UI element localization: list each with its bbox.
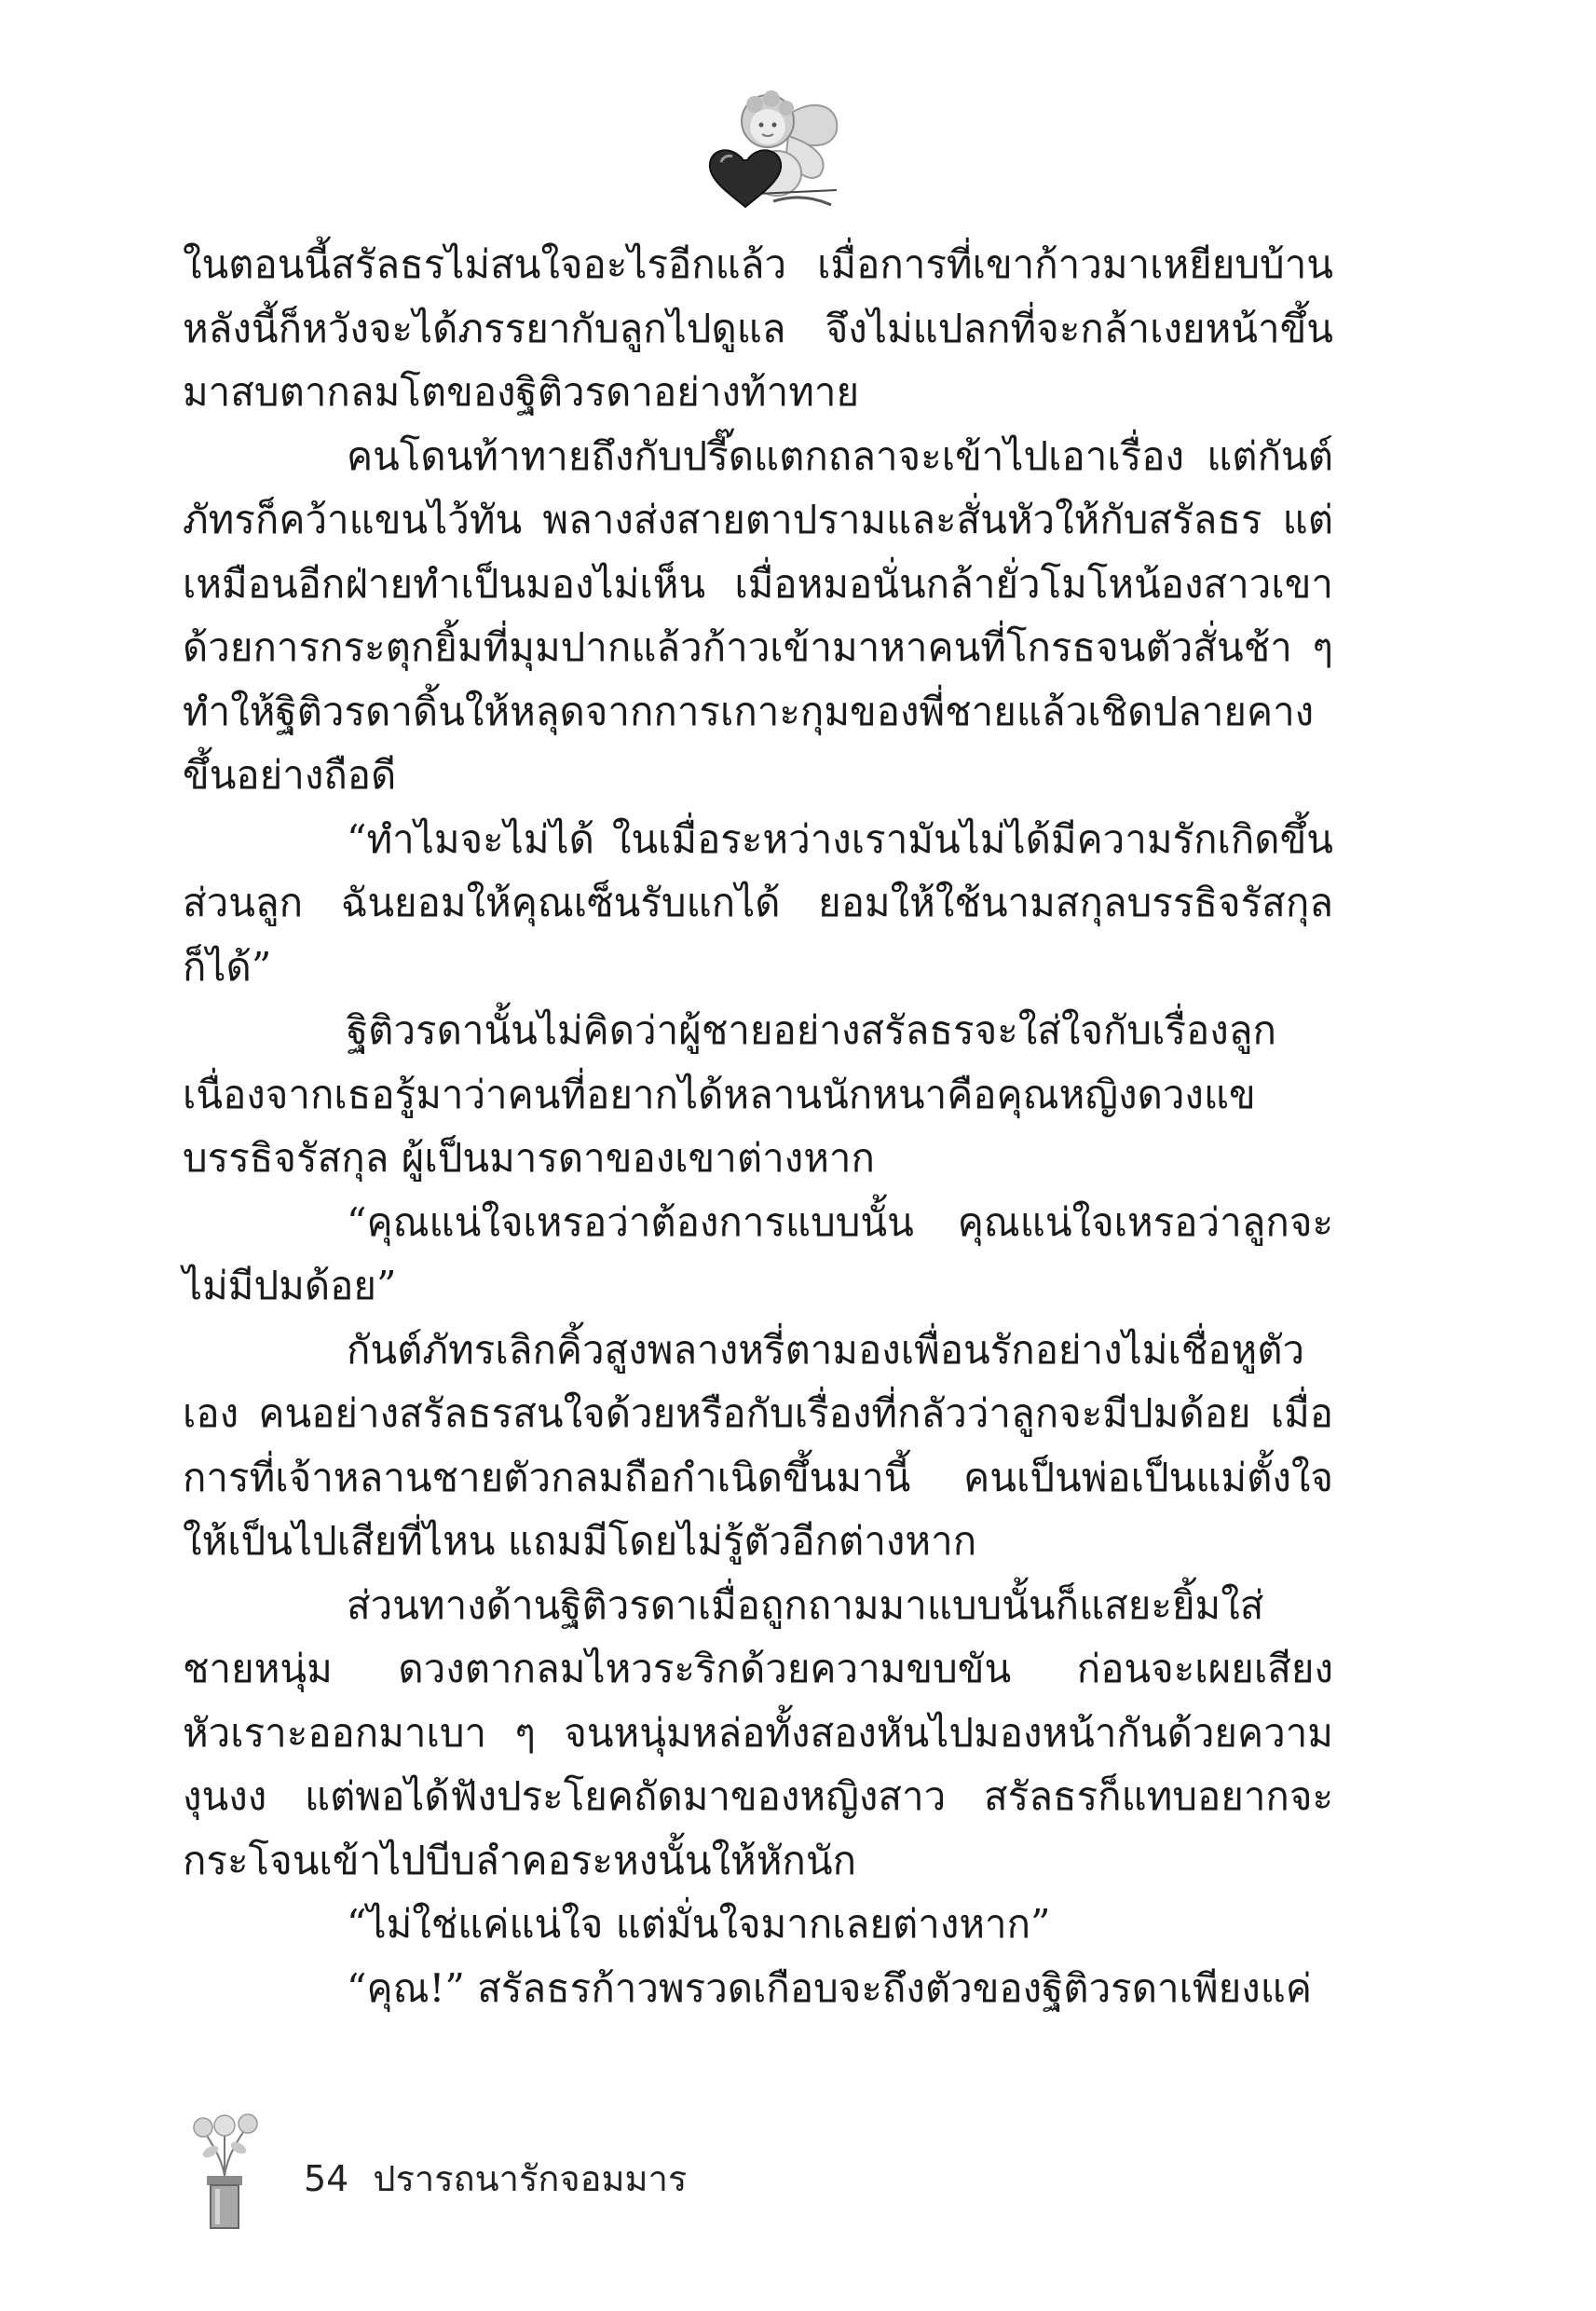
paragraph: “คุณแน่ใจเหรอว่าต้องการแบบนั้น คุณแน่ใจเหรอว่าลูกจะไม่มีปมด้อย” — [183, 1198, 1333, 1308]
page-number: 54 — [304, 2158, 349, 2199]
paragraph: ส่วนทางด้านฐิติวรดาเมื่อถูกถามมาแบบนั้นก็แสยะยิ้มใส่ชายหนุ่ม ดวงตากลมไหวระริกด้วยความขบขัน ก่อนจะเผยเสียงหัวเราะออกมาเบา ๆ จนหนุ่มหล่อทั้งสองหันไปมองหน้ากันด้วยความงุนงง แต่พอได้ฟังประโยคถัดมาของหญิงสาว สรัลธรก็แทบอยากจะกระโจนเข้าไปบีบลำคอระหงนั้นให้หักนัก — [183, 1581, 1333, 1883]
paragraph: “ทำไมจะไม่ได้ ในเมื่อระหว่างเรามันไม่ได้มีความรักเกิดขึ้น ส่วนลูก ฉันยอมให้คุณเซ็นรับแกได้ ยอมให้ใช้นามสกุลบรรธิจรัสกุล ก็ได้” — [183, 815, 1333, 990]
paragraph: “คุณ!” สรัลธรก้าวพรวดเกือบจะถึงตัวของฐิติวรดาเพียงแค่ — [347, 1964, 1312, 2011]
book-title: ปรารถนารักจอมมาร — [373, 2158, 688, 2199]
flower-vase-icon — [183, 2111, 266, 2232]
paragraph: ในตอนนี้สรัลธรไม่สนใจอะไรอีกแล้ว เมื่อการที่เขาก้าวมาเหยียบบ้านหลังนี้ก็หวังจะได้ภรรยากับลูกไปดูแล จึงไม่แปลกที่จะกล้าเงยหน้าขึ้นมาสบตากลมโตของฐิติวรดาอย่างท้าทาย — [183, 241, 1333, 415]
paragraph: “ไม่ใช่แค่แน่ใจ แต่มั่นใจมากเลยต่างหาก” — [347, 1901, 1051, 1947]
body-text — [183, 233, 1333, 2020]
footer-text — [304, 2150, 711, 2207]
paragraph: กันต์ภัทรเลิกคิ้วสูงพลางหรี่ตามองเพื่อนรักอย่างไม่เชื่อหูตัวเอง คนอย่างสรัลธรสนใจด้วยหรือกับเรื่องที่กลัวว่าลูกจะมีปมด้อย เมื่อการที่เจ้าหลานชายตัวกลมถือกำเนิดขึ้นมานี้ คนเป็นพ่อเป็นแม่ตั้งใจให้เป็นไปเสียที่ไหน แถมมีโดยไม่รู้ตัวอีกต่างหาก — [183, 1326, 1333, 1564]
cupid-with-heart-icon — [701, 82, 850, 222]
paragraph: คนโดนท้าทายถึงกับปรี๊ดแตกถลาจะเข้าไปเอาเรื่อง แต่กันต์ภัทรก็คว้าแขนไว้ทัน พลางส่งสายตาปรามและสั่นหัวให้กับสรัลธร แต่เหมือนอีกฝ่ายทำเป็นมองไม่เห็น เมื่อหมอนั่นกล้ายั่วโมโหน้องสาวเขาด้วยการกระตุกยิ้มที่มุมปากแล้วก้าวเข้ามาหาคนที่โกรธจนตัวสั่นช้า ๆ ทำให้ฐิติวรดาดิ้นให้หลุดจากการเกาะกุมของพี่ชายแล้วเชิดปลายคางขึ้นอย่างถือดี — [183, 432, 1333, 798]
page-footer — [183, 2111, 835, 2232]
paragraph: ฐิติวรดานั้นไม่คิดว่าผู้ชายอย่างสรัลธรจะใส่ใจกับเรื่องลูก เนื่องจากเธอรู้มาว่าคนที่อยากได้หลานนักหนาคือคุณหญิงดวงแข บรรธิจรัสกุล ผู้เป็นมารดาของเขาต่างหาก — [183, 1007, 1276, 1181]
